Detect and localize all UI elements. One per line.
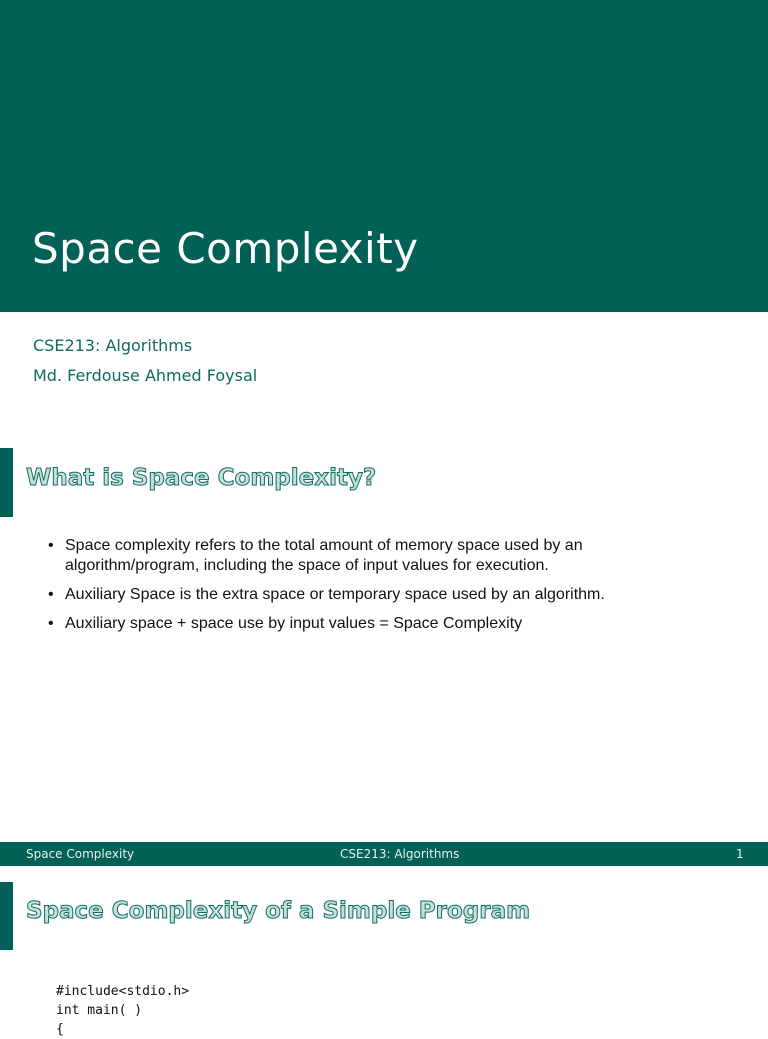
bullet-item — [48, 536, 708, 576]
code-line: #include<stdio.h> — [56, 984, 190, 999]
slide-heading: Space Complexity of a Simple Program — [26, 898, 531, 924]
heading-accent-bar — [0, 882, 13, 950]
title-banner — [0, 0, 768, 312]
footer-course-name: CSE213: Algorithms — [340, 847, 460, 861]
presentation-title: Space Complexity — [32, 224, 419, 273]
bullet-dot: • — [48, 586, 54, 603]
code-line: int main( ) — [56, 1003, 143, 1018]
bullet-item — [48, 585, 708, 605]
bullet-dot: • — [48, 537, 54, 554]
bullet-dot: • — [48, 615, 54, 632]
code-snippet — [56, 982, 189, 1039]
footer-page-number: 1 — [736, 847, 744, 861]
course-name: CSE213: Algorithms — [33, 336, 193, 355]
code-line: { — [56, 1022, 64, 1037]
bullet-list — [48, 536, 708, 643]
heading-accent-bar — [0, 448, 13, 517]
author-name: Md. Ferdouse Ahmed Foysal — [33, 366, 258, 385]
bullet-text: Auxiliary space + space use by input values = Space Complexity — [65, 615, 523, 632]
bullet-text: Auxiliary Space is the extra space or temporary space used by an algorithm. — [65, 586, 605, 603]
bullet-text: Space complexity refers to the total amount of memory space used by an algorithm/program, including the space of input values for execution. — [65, 537, 583, 574]
slide-heading: What is Space Complexity? — [26, 465, 377, 491]
slide-footer — [0, 842, 768, 866]
bullet-item — [48, 614, 708, 634]
footer-slide-title: Space Complexity — [26, 847, 135, 861]
